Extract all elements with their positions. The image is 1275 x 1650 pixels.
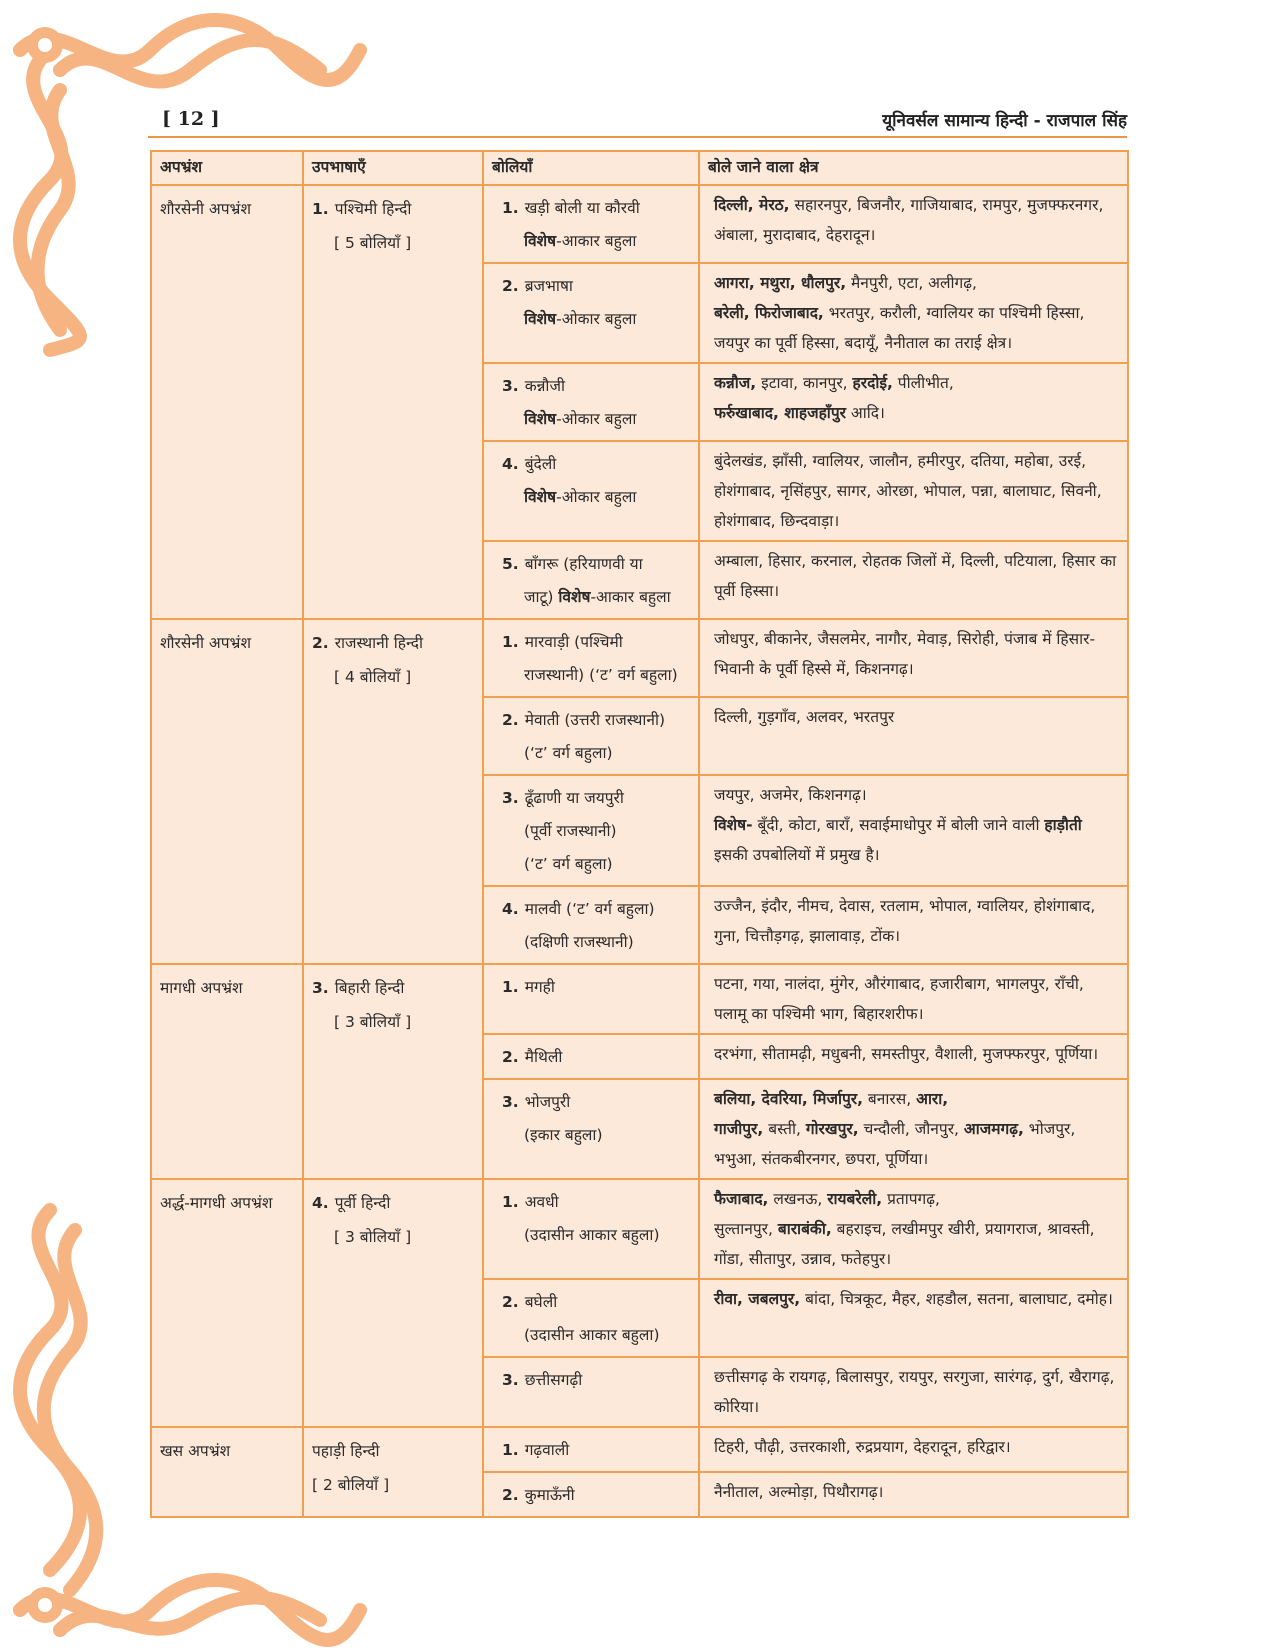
kshetra-text: सुल्तानपुर, <box>714 1220 778 1238</box>
boli-note-label: विशेष <box>524 232 557 250</box>
table-header-row <box>151 151 1128 185</box>
running-title: यूनिवर्सल सामान्य हिन्दी - राजपाल सिंह <box>882 111 1127 131</box>
boli-name: बाँगरू (हरियाणवी या <box>524 555 643 573</box>
kshetra-cell <box>699 697 1128 775</box>
column-header: अपभ्रंश <box>151 151 303 185</box>
kshetra-bold: बाराबंकी, <box>777 1220 832 1238</box>
boli-name: ब्रजभाषा <box>524 277 573 295</box>
upbhasha-number: 1. <box>312 200 329 218</box>
boli-name: गढ़वाली <box>524 1441 570 1459</box>
boli-cell <box>483 1357 699 1427</box>
kshetra-cell <box>699 1279 1128 1357</box>
kshetra-cell <box>699 1034 1128 1079</box>
boli-cell <box>483 1279 699 1357</box>
column-header: बोलियाँ <box>483 151 699 185</box>
header-rule <box>148 136 1127 138</box>
kshetra-bold: बरेली, फिरोजाबाद, <box>714 304 824 322</box>
upbhasha-cell <box>303 619 483 964</box>
boli-number: 2. <box>502 1048 519 1066</box>
kshetra-bold: आरा, <box>916 1090 949 1108</box>
boli-line: (उदासीन आकार बहुला) <box>524 1326 660 1344</box>
boli-note: -ओकार बहुला <box>556 310 637 328</box>
kshetra-bold: बलिया, देवरिया, मिर्जापुर, <box>714 1090 863 1108</box>
kshetra-text: अम्बाला, हिसार, करनाल, रोहतक जिलों में, दिल्ली, पटियाला, हिसार का पूर्वी हिस्सा। <box>714 552 1117 600</box>
apabhramsha-cell: शौरसेनी अपभ्रंश <box>151 619 303 964</box>
boli-number: 1. <box>502 1193 519 1211</box>
upbhasha-cell <box>303 185 483 619</box>
boli-line: (दक्षिणी राजस्थानी) <box>524 933 634 951</box>
boli-number: 4. <box>502 900 519 918</box>
boli-number: 1. <box>502 633 519 651</box>
boli-note: -ओकार बहुला <box>556 488 637 506</box>
boli-name: छत्तीसगढ़ी <box>524 1371 583 1389</box>
kshetra-text: बुंदेलखंड, झाँसी, ग्वालियर, जालौन, हमीरपुर, दतिया, महोबा, उरई, होशंगाबाद, नृसिंहपुर, सागर, ओरछा, भोपाल, पन्ना, बालाघाट, सिवनी, होशंगाबाद, छिन्दवाड़ा। <box>714 452 1102 530</box>
boli-number: 3. <box>502 789 519 807</box>
upbhasha-count: [ 3 बोलियाँ ] <box>334 1228 412 1246</box>
upbhasha-number: 2. <box>312 634 329 652</box>
boli-note-label: विशेष <box>558 588 591 606</box>
kshetra-text: उज्जैन, इंदौर, नीमच, देवास, रतलाम, भोपाल, ग्वालियर, होशंगाबाद, गुना, चित्तौड़गढ़, झालावाड़, टोंक। <box>714 897 1096 945</box>
boli-cell <box>483 964 699 1034</box>
kshetra-cell <box>699 185 1128 263</box>
kshetra-text: बस्ती, <box>763 1120 806 1138</box>
kshetra-bold: दिल्ली, मेरठ, <box>714 196 790 214</box>
upbhasha-count: [ 3 बोलियाँ ] <box>334 1013 412 1031</box>
kshetra-text: छत्तीसगढ़ के रायगढ़, बिलासपुर, रायपुर, सरगुजा, सारंगढ़, दुर्ग, खैरागढ़, कोरिया। <box>714 1368 1115 1416</box>
upbhasha-name: पहाड़ी हिन्दी <box>312 1442 380 1460</box>
kshetra-cell <box>699 964 1128 1034</box>
boli-note-label: विशेष <box>524 488 557 506</box>
kshetra-text: बांदा, चित्रकूट, मैहर, शहडौल, सतना, बालाघाट, दमोह। <box>800 1290 1113 1308</box>
boli-cell <box>483 1427 699 1472</box>
boli-number: 2. <box>502 1486 519 1504</box>
kshetra-text: बनारस, <box>863 1090 917 1108</box>
upbhasha-name: राजस्थानी हिन्दी <box>334 634 424 652</box>
upbhasha-cell <box>303 1427 483 1517</box>
kshetra-cell <box>699 441 1128 541</box>
upbhasha-count: [ 4 बोलियाँ ] <box>334 668 412 686</box>
boli-cell <box>483 541 699 619</box>
upbhasha-number: 3. <box>312 979 329 997</box>
kshetra-text: सहारनपुर, बिजनौर, गाजियाबाद, रामपुर, मुजफ्फरनगर, अंबाला, मुरादाबाद, देहरादून। <box>714 196 1104 244</box>
apabhramsha-cell: अर्द्ध-मागधी अपभ्रंश <box>151 1179 303 1427</box>
kshetra-bold: फर्रुखाबाद, शाहजहाँपुर <box>714 404 846 422</box>
kshetra-bold: गाजीपुर, <box>714 1120 764 1138</box>
kshetra-text: मैनपुरी, एटा, अलीगढ़, <box>846 274 977 292</box>
kshetra-text: चन्दौली, जौनपुर, <box>858 1120 964 1138</box>
boli-line: जाटू) <box>524 588 559 606</box>
boli-cell <box>483 775 699 886</box>
kshetra-cell <box>699 1179 1128 1279</box>
kshetra-text: टिहरी, पौढ़ी, उत्तरकाशी, रुद्रप्रयाग, देहरादून, हरिद्वार। <box>714 1438 1011 1456</box>
boli-number: 2. <box>502 1293 519 1311</box>
apabhramsha-cell: शौरसेनी अपभ्रंश <box>151 185 303 619</box>
upbhasha-count: [ 5 बोलियाँ ] <box>334 234 412 252</box>
boli-cell <box>483 263 699 363</box>
boli-number: 2. <box>502 277 519 295</box>
boli-number: 3. <box>502 1371 519 1389</box>
kshetra-bold: फैजाबाद, <box>714 1190 769 1208</box>
kshetra-text: इटावा, कानपुर, <box>756 374 853 392</box>
boli-name: ढूँढाणी या जयपुरी <box>524 789 624 807</box>
boli-line: (‘ट’ वर्ग बहुला) <box>524 855 613 873</box>
kshetra-bold: रीवा, जबलपुर, <box>714 1290 801 1308</box>
boli-number: 1. <box>502 978 519 996</box>
kshetra-cell <box>699 363 1128 441</box>
kshetra-text: भोजपुर, भभुआ, संतकबीरनगर, छपरा, पूर्णिया। <box>714 1120 1076 1168</box>
boli-number: 5. <box>502 555 519 573</box>
upbhasha-cell <box>303 1179 483 1427</box>
boli-line: (‘ट’ वर्ग बहुला) <box>524 744 613 762</box>
boli-cell <box>483 1034 699 1079</box>
kshetra-bold: हरदोई, <box>852 374 893 392</box>
boli-name: बुंदेली <box>524 455 557 473</box>
dialect-table <box>150 150 1129 1518</box>
kshetra-text: लखनऊ, <box>768 1190 828 1208</box>
kshetra-bold: गोरखपुर, <box>805 1120 859 1138</box>
boli-cell <box>483 697 699 775</box>
kshetra-bold: कन्नौज, <box>714 374 757 392</box>
table-row <box>151 1427 1128 1472</box>
boli-name: भोजपुरी <box>524 1093 571 1111</box>
kshetra-text: दरभंगा, सीतामढ़ी, मधुबनी, समस्तीपुर, वैशाली, मुजफ्फरपुर, पूर्णिया। <box>714 1045 1099 1063</box>
boli-cell <box>483 363 699 441</box>
boli-line: (उदासीन आकार बहुला) <box>524 1226 660 1244</box>
boli-number: 2. <box>502 711 519 729</box>
boli-number: 3. <box>502 377 519 395</box>
boli-name: बघेली <box>524 1293 558 1311</box>
apabhramsha-cell: मागधी अपभ्रंश <box>151 964 303 1179</box>
kshetra-cell <box>699 541 1128 619</box>
boli-cell <box>483 886 699 964</box>
upbhasha-cell <box>303 964 483 1179</box>
boli-name: कुमाऊँनी <box>524 1486 575 1504</box>
table-row <box>151 619 1128 697</box>
kshetra-text: आदि। <box>845 404 885 422</box>
boli-number: 1. <box>502 1441 519 1459</box>
boli-name: अवधी <box>524 1193 559 1211</box>
upbhasha-count: [ 2 बोलियाँ ] <box>312 1476 390 1494</box>
kshetra-cell <box>699 1472 1128 1517</box>
kshetra-bold: आजमगढ़, <box>963 1120 1024 1138</box>
kshetra-bold: हाड़ौती <box>1044 816 1082 834</box>
table-row <box>151 185 1128 263</box>
boli-number: 4. <box>502 455 519 473</box>
boli-cell <box>483 441 699 541</box>
boli-cell <box>483 185 699 263</box>
boli-cell <box>483 619 699 697</box>
kshetra-text: पटना, गया, नालंदा, मुंगेर, औरंगाबाद, हजारीबाग, भागलपुर, राँची, पलामू का पश्चिमी भाग, बिहारशरीफ। <box>714 975 1084 1023</box>
kshetra-bold: विशेष- <box>714 816 753 834</box>
kshetra-bold: रायबरेली, <box>827 1190 883 1208</box>
kshetra-text: इसकी उपबोलियों में प्रमुख है। <box>714 846 880 864</box>
kshetra-cell <box>699 886 1128 964</box>
kshetra-cell <box>699 263 1128 363</box>
boli-line: (पूर्वी राजस्थानी) <box>524 822 617 840</box>
boli-name: मारवाड़ी (पश्चिमी <box>524 633 623 651</box>
boli-line: राजस्थानी) (‘ट’ वर्ग बहुला) <box>524 666 678 684</box>
table-row <box>151 964 1128 1034</box>
kshetra-text: नैनीताल, अल्मोड़ा, पिथौरागढ़। <box>714 1483 884 1501</box>
kshetra-text: दिल्ली, गुड़गाँव, अलवर, भरतपुर <box>714 708 895 726</box>
boli-note-label: विशेष <box>524 410 557 428</box>
kshetra-cell <box>699 619 1128 697</box>
boli-number: 1. <box>502 199 519 217</box>
kshetra-cell <box>699 1427 1128 1472</box>
boli-name: मालवी (‘ट’ वर्ग बहुला) <box>524 900 655 918</box>
boli-cell <box>483 1079 699 1179</box>
kshetra-cell <box>699 775 1128 886</box>
kshetra-bold: आगरा, मथुरा, धौलपुर, <box>714 274 847 292</box>
kshetra-text: पीलीभीत, <box>892 374 954 392</box>
upbhasha-number: 4. <box>312 1194 329 1212</box>
upbhasha-name: बिहारी हिन्दी <box>334 979 405 997</box>
kshetra-text: बूँदी, कोटा, बाराँ, सवाईमाधोपुर में बोली जाने वाली <box>752 816 1045 834</box>
upbhasha-name: पूर्वी हिन्दी <box>334 1194 391 1212</box>
boli-line: (इकार बहुला) <box>524 1126 603 1144</box>
boli-name: कन्नौजी <box>524 377 565 395</box>
upbhasha-name: पश्चिमी हिन्दी <box>334 200 412 218</box>
boli-name: मैथिली <box>524 1048 563 1066</box>
kshetra-text: बहराइच, लखीमपुर खीरी, प्रयागराज, श्रावस्ती, गोंडा, सीतापुर, उन्नाव, फतेहपुर। <box>714 1220 1095 1268</box>
boli-cell <box>483 1472 699 1517</box>
apabhramsha-cell: खस अपभ्रंश <box>151 1427 303 1517</box>
boli-name: खड़ी बोली या कौरवी <box>524 199 640 217</box>
boli-note-label: विशेष <box>524 310 557 328</box>
boli-note: -आकार बहुला <box>590 588 671 606</box>
kshetra-text: प्रतापगढ़, <box>882 1190 940 1208</box>
kshetra-text: जोधपुर, बीकानेर, जैसलमेर, नागौर, मेवाड़, सिरोही, पंजाब में हिसार-भिवानी के पूर्वी हिस्से में, किशनगढ़। <box>714 630 1096 678</box>
boli-name: मगही <box>524 978 555 996</box>
kshetra-cell <box>699 1357 1128 1427</box>
kshetra-cell <box>699 1079 1128 1179</box>
kshetra-text: जयपुर, अजमेर, किशनगढ़। <box>714 786 867 804</box>
boli-note: -ओकार बहुला <box>556 410 637 428</box>
column-header: बोले जाने वाला क्षेत्र <box>699 151 1128 185</box>
table-row <box>151 1179 1128 1279</box>
column-header: उपभाषाएँ <box>303 151 483 185</box>
boli-number: 3. <box>502 1093 519 1111</box>
boli-cell <box>483 1179 699 1279</box>
boli-note: -आकार बहुला <box>556 232 637 250</box>
boli-name: मेवाती (उत्तरी राजस्थानी) <box>524 711 666 729</box>
page-number: [ 12 ] <box>162 108 220 130</box>
kshetra-text: भरतपुर, करौली, ग्वालियर का पश्चिमी हिस्सा, जयपुर का पूर्वी हिस्सा, बदायूँ, नैनीताल का तराई क्षेत्र। <box>714 304 1085 352</box>
